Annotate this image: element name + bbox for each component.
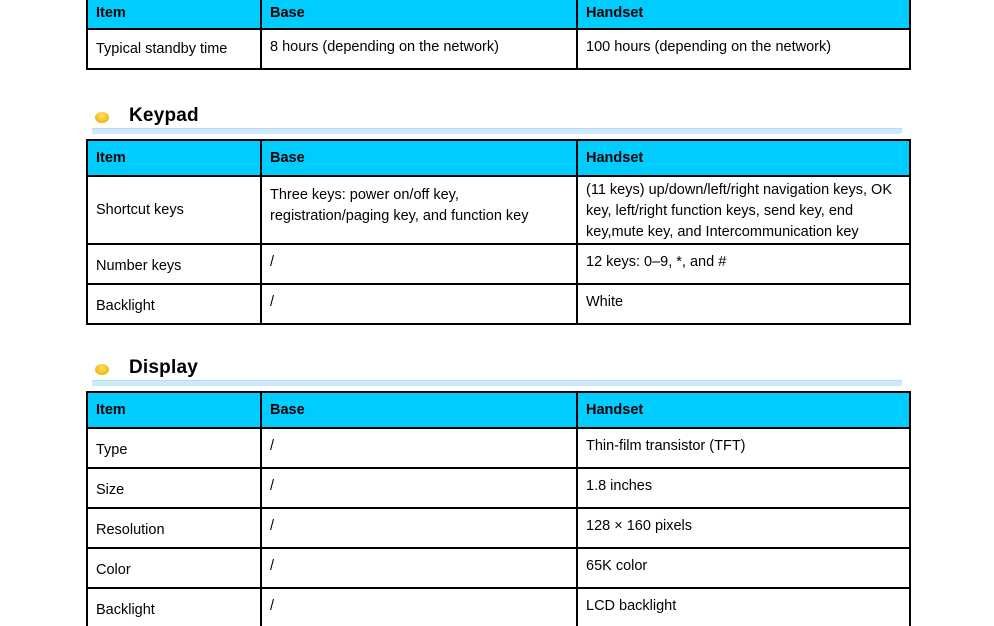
- keypad-table: [86, 139, 911, 325]
- row-item: Resolution: [87, 508, 261, 548]
- row-base: Three keys: power on/off key, registration/paging key, and function key: [261, 176, 577, 244]
- bullet-icon: [95, 364, 109, 375]
- header-item: Item: [87, 140, 261, 176]
- header-handset: Handset: [577, 0, 910, 29]
- row-base: 8 hours (depending on the network): [261, 29, 577, 69]
- display-table: [86, 391, 911, 626]
- table-header-row: [87, 392, 910, 428]
- row-item: Backlight: [87, 284, 261, 324]
- row-item: Type: [87, 428, 261, 468]
- header-base: Base: [261, 0, 577, 29]
- row-handset: LCD backlight: [577, 588, 910, 626]
- table-row: [87, 176, 910, 244]
- table-row: [87, 29, 910, 69]
- row-item: Color: [87, 548, 261, 588]
- header-handset: Handset: [577, 140, 910, 176]
- row-base: /: [261, 284, 577, 324]
- section-heading-display: [92, 354, 902, 386]
- table-row: [87, 548, 910, 588]
- row-item: Shortcut keys: [87, 176, 261, 244]
- header-item: Item: [87, 392, 261, 428]
- row-handset: (11 keys) up/down/left/right navigation keys, OK key, left/right function keys, send key, end key,mute key, and Intercommunication key: [577, 176, 910, 244]
- row-handset: White: [577, 284, 910, 324]
- row-item: Size: [87, 468, 261, 508]
- section-title: Display: [129, 357, 198, 378]
- row-handset: Thin-film transistor (TFT): [577, 428, 910, 468]
- table-row: [87, 244, 910, 284]
- header-base: Base: [261, 392, 577, 428]
- row-handset: 65K color: [577, 548, 910, 588]
- row-base: /: [261, 244, 577, 284]
- section-heading-keypad: [92, 102, 902, 134]
- header-handset: Handset: [577, 392, 910, 428]
- row-base: /: [261, 468, 577, 508]
- header-base: Base: [261, 140, 577, 176]
- table-row: [87, 508, 910, 548]
- table-row: [87, 284, 910, 324]
- bullet-icon: [95, 112, 109, 123]
- section-divider: [92, 380, 902, 386]
- row-handset: 12 keys: 0–9, *, and #: [577, 244, 910, 284]
- row-base: /: [261, 548, 577, 588]
- row-item: Typical standby time: [87, 29, 261, 69]
- header-item: Item: [87, 0, 261, 29]
- row-base: /: [261, 588, 577, 626]
- row-item: Number keys: [87, 244, 261, 284]
- row-handset: 100 hours (depending on the network): [577, 29, 910, 69]
- table-header-row: [87, 140, 910, 176]
- row-handset: 128 × 160 pixels: [577, 508, 910, 548]
- row-item: Backlight: [87, 588, 261, 626]
- row-base: /: [261, 428, 577, 468]
- section-divider: [92, 128, 902, 134]
- table-row: [87, 468, 910, 508]
- section-title: Keypad: [129, 105, 199, 126]
- standby-table: [86, 0, 911, 70]
- row-handset: 1.8 inches: [577, 468, 910, 508]
- table-row: [87, 428, 910, 468]
- table-row: [87, 588, 910, 626]
- row-base: /: [261, 508, 577, 548]
- table-header-row: [87, 0, 910, 29]
